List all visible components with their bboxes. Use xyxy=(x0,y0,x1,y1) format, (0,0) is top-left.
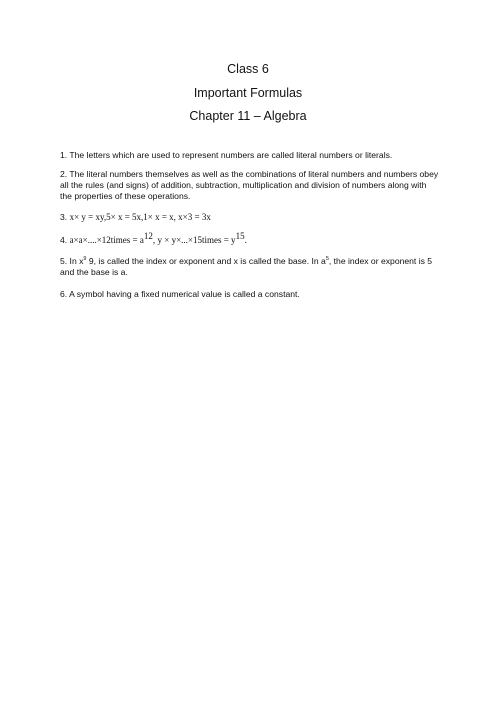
item-4-expression-y: y × y×...×15times = y xyxy=(157,235,236,245)
item-3-expression: x× y = xy,5× x = 5x,1× x = x, x×3 = 3x xyxy=(69,212,211,222)
item-4-expression-a: a×a×....×12times = a xyxy=(69,235,144,245)
item-5-exponent-1: 9 xyxy=(83,256,87,262)
item-5-prefix: 5. In x xyxy=(60,256,84,266)
item-5-exponent-2: 5 xyxy=(325,256,329,262)
class-title: Class 6 xyxy=(227,62,269,76)
item-5-suffix: , the index or exponent is 5 and the base is a. xyxy=(60,256,433,278)
item-4-separator: , xyxy=(152,235,156,245)
item-4-exponent-y: 15 xyxy=(235,231,245,241)
item-4-end: . xyxy=(244,235,247,245)
item-4-number: 4. xyxy=(60,235,68,245)
item-3-number: 3. xyxy=(60,212,68,222)
item-6: 6. A symbol having a fixed numerical value is called a constant. xyxy=(60,289,300,299)
item-4 xyxy=(60,231,440,246)
item-5-middle: 9, is called the index or exponent and x is called the base. In a xyxy=(86,256,326,266)
item-5 xyxy=(60,256,440,278)
item-3 xyxy=(60,212,440,223)
formulas-title: Important Formulas xyxy=(193,86,303,100)
item-1: 1. The letters which are used to represent numbers are called literal numbers or literals. xyxy=(60,150,393,160)
item-4-exponent-a: 12 xyxy=(143,231,153,241)
chapter-title: Chapter 11 – Algebra xyxy=(189,109,307,123)
item-2: 2. The literal numbers themselves as well as the combinations of literal numbers and numbers obey all the rules (and signs) of addition, subtraction, multiplication and division of numbers along with the properties of these operations. xyxy=(60,169,439,202)
